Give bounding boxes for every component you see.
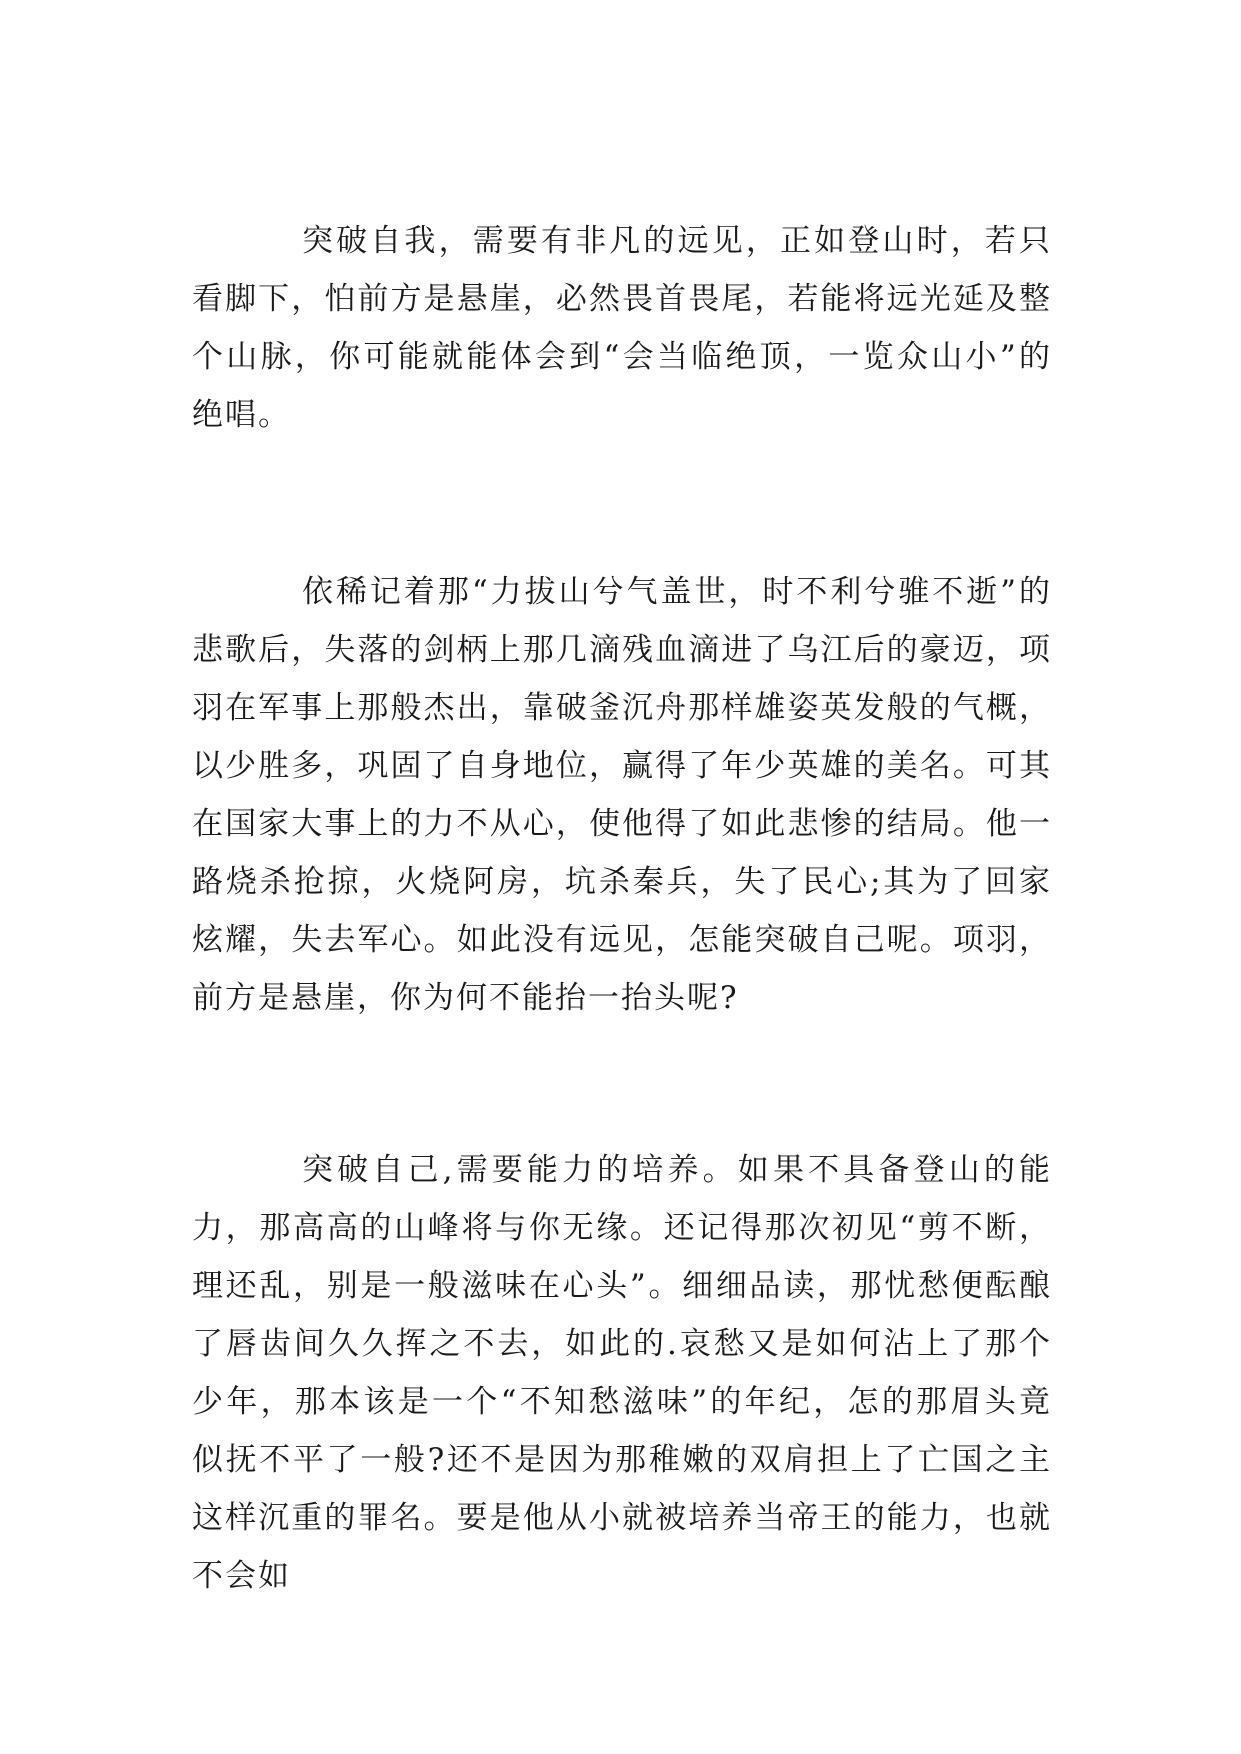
paragraph-1: 突破自我，需要有非凡的远见，正如登山时，若只看脚下，怕前方是悬崖，必然畏首畏尾，若能将远光延及整个山脉，你可能就能体会到“会当临绝顶，一览众山小”的绝唱。 — [192, 223, 1052, 433]
paragraph-2: 依稀记着那“力拔山兮气盖世，时不利兮骓不逝”的悲歌后，失落的剑柄上那几滴残血滴进了乌江后的豪迈，项羽在军事上那般杰出，靠破釜沉舟那样雄姿英发般的气概，以少胜多，巩固了自身地位，赢得了年少英雄的美名。可其在国家大事上的力不从心，使他得了如此悲惨的结局。他一路烧杀抢掠，火烧阿房，坑杀秦兵，失了民心;其为了回家炫耀，失去军心。如此没有远见，怎能突破自己呢。项羽，前方是悬崖，你为何不能抬一抬头呢? — [192, 574, 1052, 1016]
paragraph-3: 突破自己,需要能力的培养。如果不具备登山的能力，那高高的山峰将与你无缘。还记得那次初见“剪不断，理还乱，别是一般滋味在心头”。细细品读，那忧愁便酝酿了唇齿间久久挥之不去，如此的.哀愁又是如何沾上了那个少年，那本该是一个“不知愁滋味”的年纪，怎的那眉头竟似抚不平了一般?还不是因为那稚嫩的双肩担上了亡国之主这样沉重的罪名。要是他从小就被培养当帝王的能力，也就不会如 — [192, 1152, 1052, 1594]
